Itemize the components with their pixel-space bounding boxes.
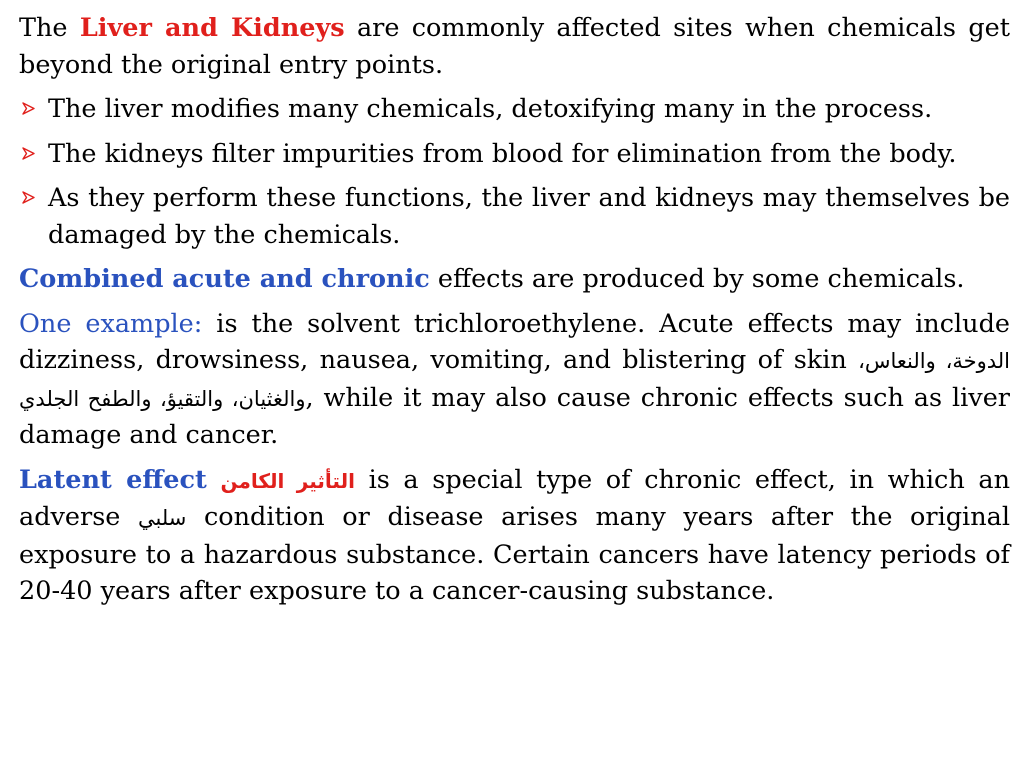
p4-text2: condition or disease arises many years after the original exposure to a hazardous substance. Certain cancers have latency periods of 20-40 years after exposure to a cancer-causing substance. <box>19 502 1010 606</box>
combined-effects-paragraph <box>19 261 1010 298</box>
liver-kidneys-paragraph <box>19 10 1010 83</box>
p3-text-after: , while it may also cause chronic effects such as liver damage and cancer. <box>19 382 1010 450</box>
example-paragraph <box>19 306 1010 454</box>
bullet-item <box>19 180 1010 253</box>
arabic-adverse-term: سلبي <box>138 506 187 530</box>
arabic-symptoms-text: الدوخة، والنعاس، والغثيان، والتقيؤ، والطفح الجلدي <box>19 349 1010 411</box>
arrow-bullet-icon <box>22 191 35 204</box>
p4-text1: is a special type of chronic effect, in which an adverse <box>19 464 1010 532</box>
p2-rest: effects are produced by some chemicals. <box>429 264 965 294</box>
arrow-bullet-icon <box>22 102 35 115</box>
bullet-item <box>19 136 1010 173</box>
p1-lead: The <box>19 13 80 43</box>
one-example-label: One example: <box>19 308 203 339</box>
bullet-text: The liver modifies many chemicals, detoxifying many in the process. <box>48 94 933 124</box>
bullet-text: As they perform these functions, the liver and kidneys may themselves be damaged by the chemicals. <box>48 183 1010 250</box>
p3-text-before: is the solvent trichloroethylene. Acute effects may include dizziness, drowsiness, nausea, vomiting, and blistering of skin <box>19 308 1010 375</box>
bullet-text: The kidneys filter impurities from blood for elimination from the body. <box>48 138 957 169</box>
latent-effect-label: Latent effect <box>19 464 207 495</box>
p1-rest: are commonly affected sites when chemicals get beyond the original entry points. <box>19 13 1010 80</box>
arabic-latent-effect-term: التأثير الكامن <box>220 468 355 493</box>
slide-content <box>19 10 1010 618</box>
latent-effect-paragraph <box>19 462 1010 610</box>
combined-acute-chronic-highlight: Combined acute and chronic <box>19 264 430 294</box>
bullet-item <box>19 91 1010 128</box>
liver-kidneys-highlight: Liver and Kidneys <box>79 13 345 43</box>
arrow-bullet-icon <box>22 147 35 160</box>
